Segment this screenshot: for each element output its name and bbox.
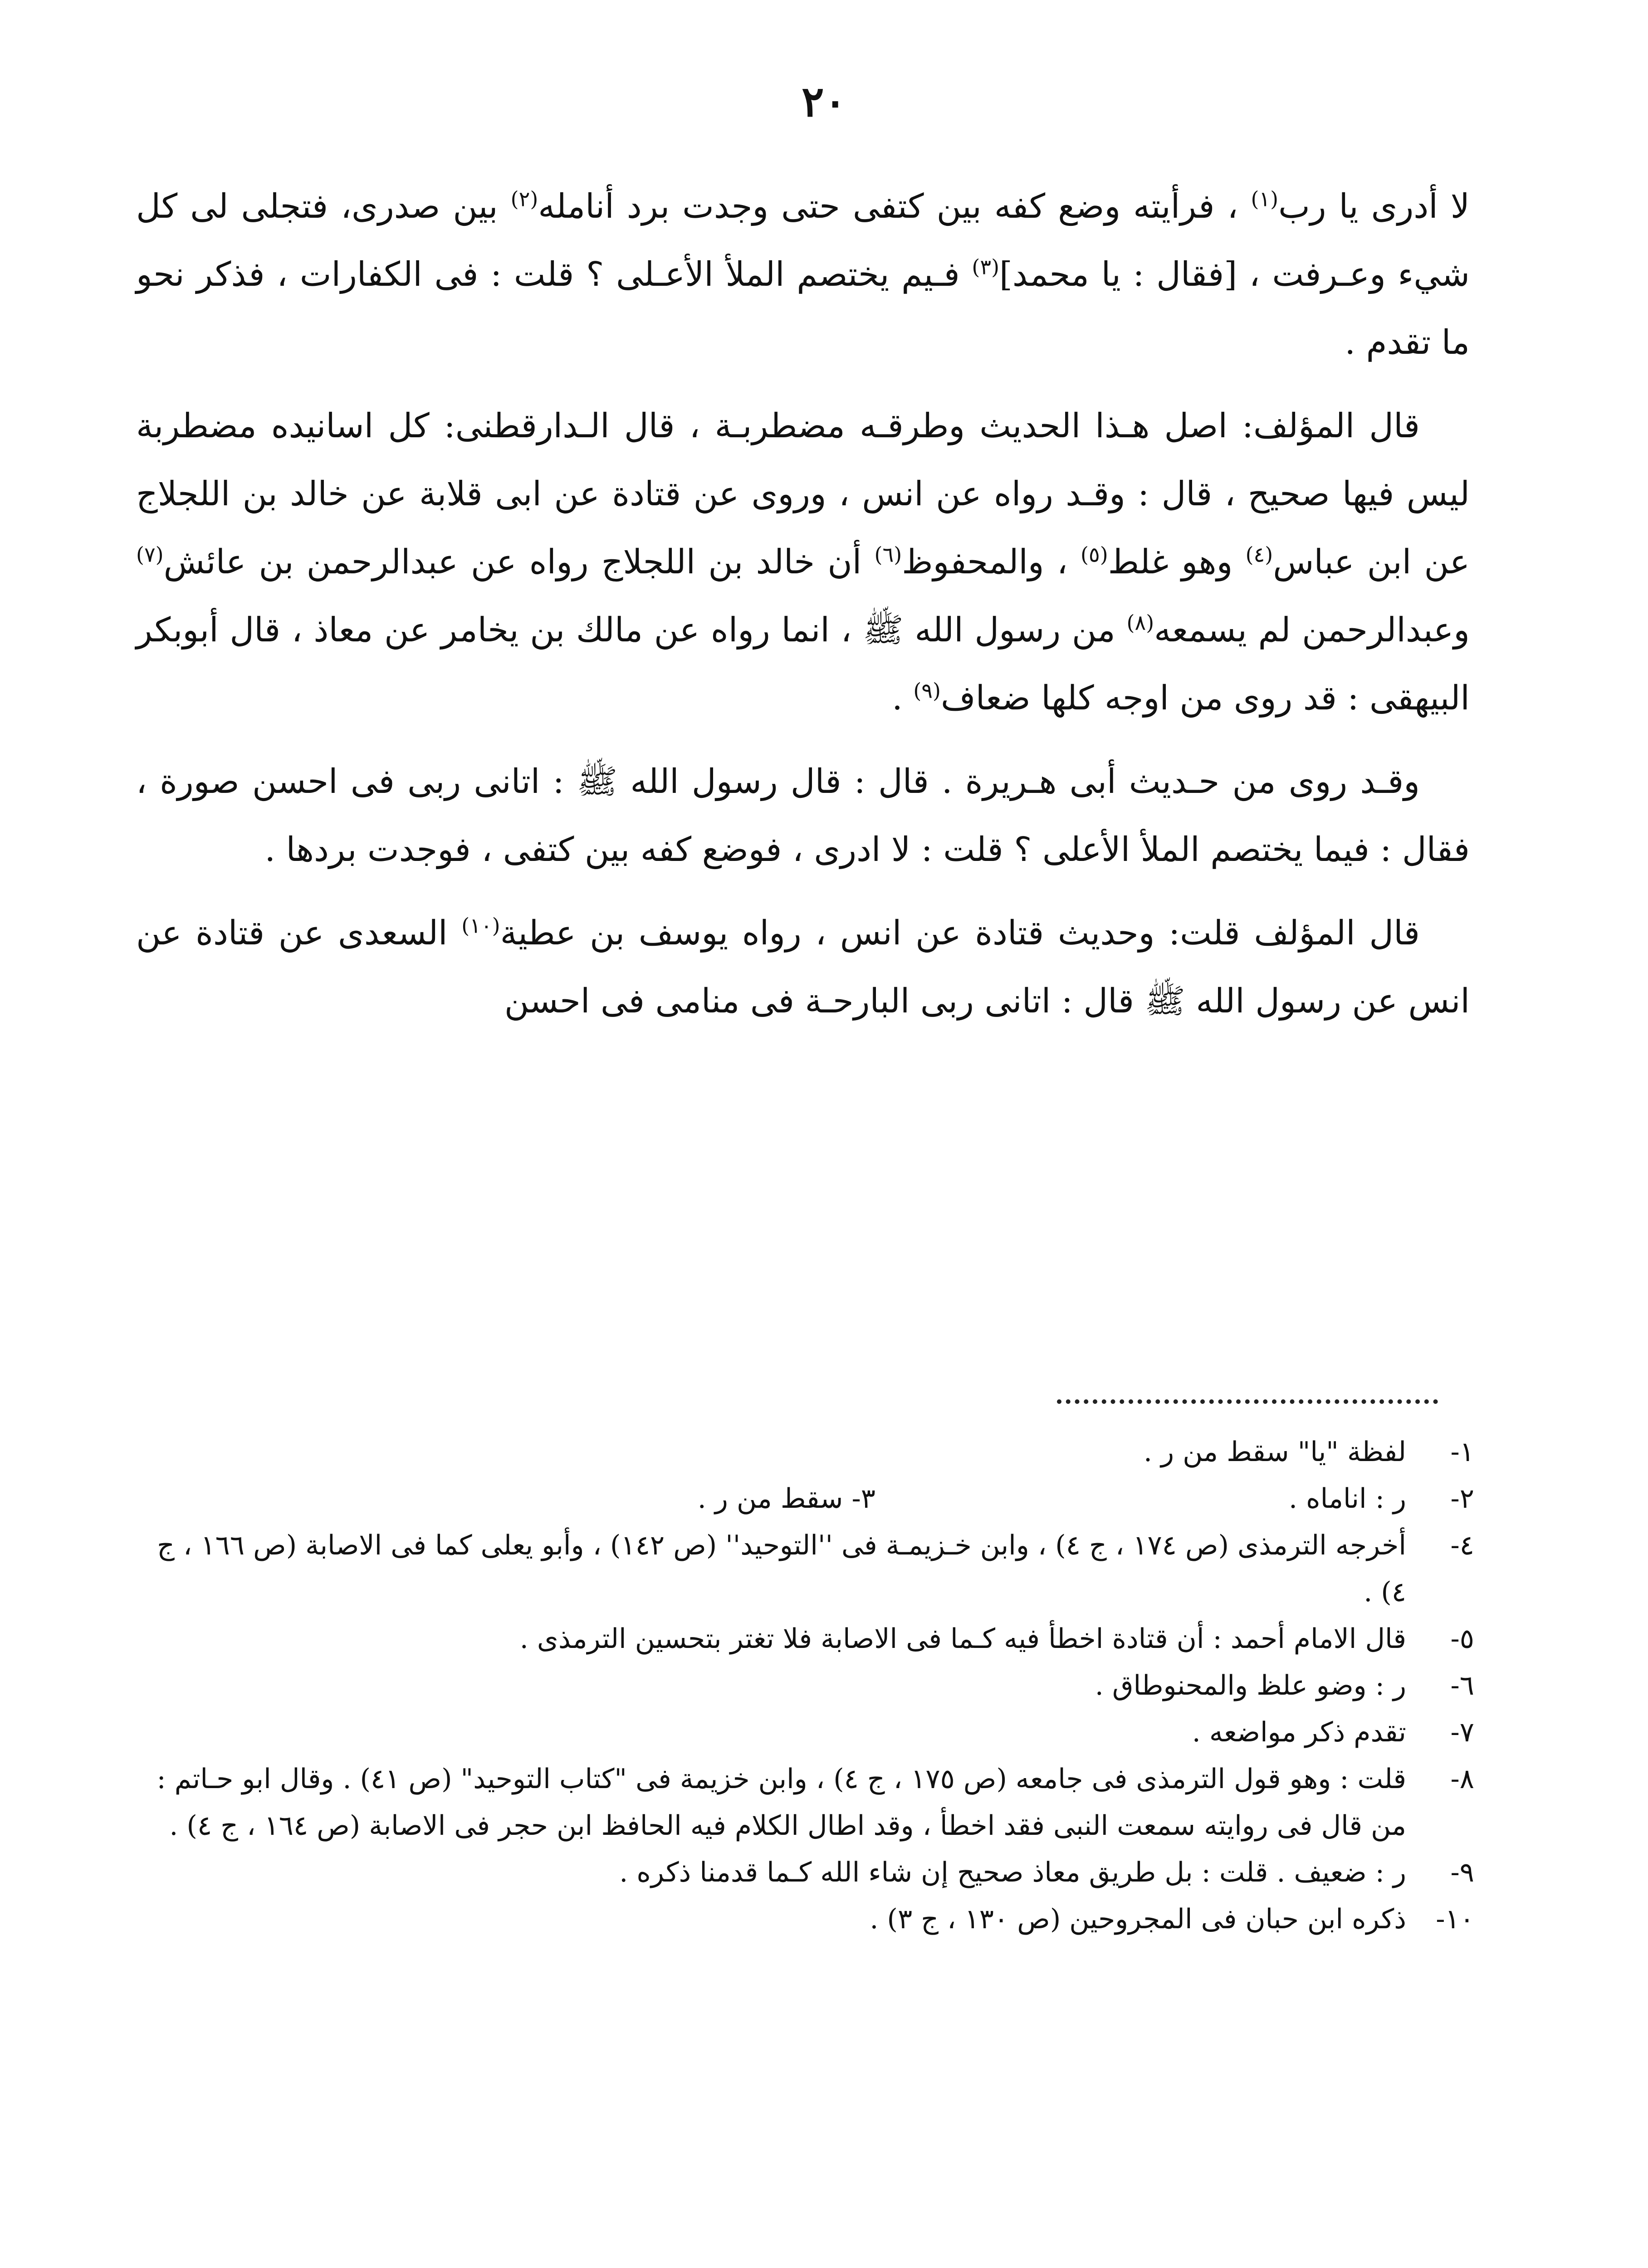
footnote-text: قال الامام أحمد : أن قتادة اخطأ فيه كـما فى الاصابة فلا تغتر بتحسين الترمذى . — [519, 1623, 1406, 1655]
text-run: قال المؤلف قلت: وحديث قتادة عن انس ، رواه يوسف بن عطية — [500, 914, 1420, 953]
text-run: بين صدرى، فتجلى لى كل شيء وعـرفت ، [فقال : يا محمد] — [136, 187, 1470, 294]
footnote-marker: (٨) — [1126, 610, 1154, 635]
paragraph-2 — [136, 392, 1470, 732]
text-run: فـيم يختصم الملأ الأعـلى ؟ قلت : فى الكفارات ، فذكر نحو ما تقدم . — [136, 255, 1470, 362]
paragraph-4 — [136, 899, 1470, 1035]
footnote-number: ٥- — [1450, 1623, 1474, 1655]
text-run: وهو غلط — [1108, 543, 1246, 582]
footnote-6 — [136, 1662, 1474, 1709]
footnote-10 — [136, 1896, 1474, 1943]
footnote-2 — [136, 1476, 1474, 1522]
footnote-marker: (٣) — [972, 254, 1000, 279]
footnote-text: قلت : وهو قول الترمذى فى جامعه (ص ١٧٥ ، ج ٤) ، وابن خزيمة فى "كتاب التوحيد" (ص ٤١) . وقال ابو حـاتم : من قال فى روايته سمعت النبى فقد اخطأ ، وقد اطال الكلام فيه الحافظ ابن حجر فى الاصابة (ص ١٦٤ ، ج ٤) . — [156, 1763, 1406, 1842]
footnote-text: سقط من ر . — [697, 1483, 843, 1515]
footnote-number: ٣- — [851, 1483, 875, 1515]
text-run: أن خالد بن اللجلاج رواه عن عبدالرحمن بن عائش — [163, 543, 875, 582]
footnote-text: ر : اناماه . — [1289, 1483, 1406, 1515]
footnote-8 — [136, 1756, 1474, 1849]
footnote-number: ١٠- — [1436, 1903, 1474, 1935]
footnote-text: ر : ضعيف . قلت : بل طريق معاذ صحيح إن شاء الله كـما قدمنا ذكره . — [619, 1857, 1406, 1888]
footnote-marker: (٤) — [1245, 542, 1273, 567]
footnote-4 — [136, 1522, 1474, 1616]
footnote-marker: (١٠) — [461, 913, 500, 938]
footnote-5 — [136, 1616, 1474, 1662]
footnote-1 — [136, 1429, 1474, 1476]
footnote-text: أخرجه الترمذى (ص ١٧٤ ، ج ٤) ، وابن خـزيمـة فى ''التوحيد'' (ص ١٤٢) ، وأبو يعلى كما فى الاصابة (ص ١٦٦ ، ج ٤) . — [157, 1530, 1406, 1608]
text-run: . — [892, 679, 914, 718]
footnote-7 — [136, 1709, 1474, 1756]
footnote-text: ذكره ابن حبان فى المجروحين (ص ١٣٠ ، ج ٣) . — [870, 1903, 1406, 1935]
footnote-number: ١- — [1450, 1436, 1474, 1468]
footnote-marker: (١) — [1251, 186, 1279, 211]
footnotes — [136, 1429, 1474, 1943]
paragraph-3 — [136, 748, 1470, 884]
text-run: قال المؤلف: اصل هـذا الحديث وطرقـه مضطربـة ، قال الـدارقطنى: كل اسانيده مضطربة ليس فيها صحيح ، قال : وقـد رواه عن انس ، وروى عن قتادة عن ابى قلابة عن خالد بن اللجلاج عن ابن عباس — [136, 406, 1470, 582]
footnote-marker: (٢) — [510, 186, 538, 211]
footnote-9 — [136, 1849, 1474, 1896]
footnote-3-inline — [698, 1476, 875, 1522]
footnote-number: ٩- — [1450, 1857, 1474, 1888]
footnote-number: ٨- — [1450, 1763, 1474, 1795]
text-run: من رسول الله ﷺ ، انما رواه عن مالك بن يخامر عن معاذ ، قال أبوبكر البيهقى : قد روى من اوجه كلها ضعاف — [136, 611, 1470, 718]
text-run: السعدى عن قتادة عن انس عن رسول الله ﷺ قال : اتانى ربى البارحـة فى منامى فى احسن — [136, 914, 1470, 1021]
footnote-marker: (٧) — [136, 542, 164, 567]
footnote-separator — [1057, 1399, 1438, 1404]
footnote-marker: (٥) — [1081, 542, 1108, 567]
page-number: ٢٠ — [802, 77, 846, 126]
text-run: وعبدالرحمن لم يسمعه — [1154, 611, 1470, 650]
footnote-number: ٦- — [1450, 1670, 1474, 1701]
footnote-marker: (٩) — [913, 678, 941, 703]
main-text — [136, 172, 1470, 1051]
text-run: وقـد روى من حـديث أبى هـريرة . قال : قال رسول الله ﷺ : اتانى ربى فى احسن صورة ، فقال : فيما يختصم الملأ الأعلى ؟ قلت : لا ادرى ، فوضع كفه بين كتفى ، فوجدت بردها . — [136, 762, 1470, 869]
footnote-number: ٢- — [1450, 1483, 1474, 1515]
footnote-marker: (٦) — [874, 542, 902, 567]
footnote-number: ٧- — [1450, 1716, 1474, 1748]
text-run: ، والمحفوظ — [902, 543, 1081, 582]
text-run: لا أدرى يا رب — [1278, 187, 1470, 226]
footnote-number: ٤- — [1450, 1530, 1474, 1561]
footnote-text: ر : وضو علظ والمحنوطاق . — [1095, 1670, 1406, 1701]
footnote-text: تقدم ذكر مواضعه . — [1192, 1716, 1406, 1748]
paragraph-1 — [136, 172, 1470, 376]
text-run: ، فرأيته وضع كفه بين كتفى حتى وجدت برد أنامله — [538, 187, 1251, 226]
footnote-text: لفظة "يا" سقط من ر . — [1144, 1436, 1406, 1468]
